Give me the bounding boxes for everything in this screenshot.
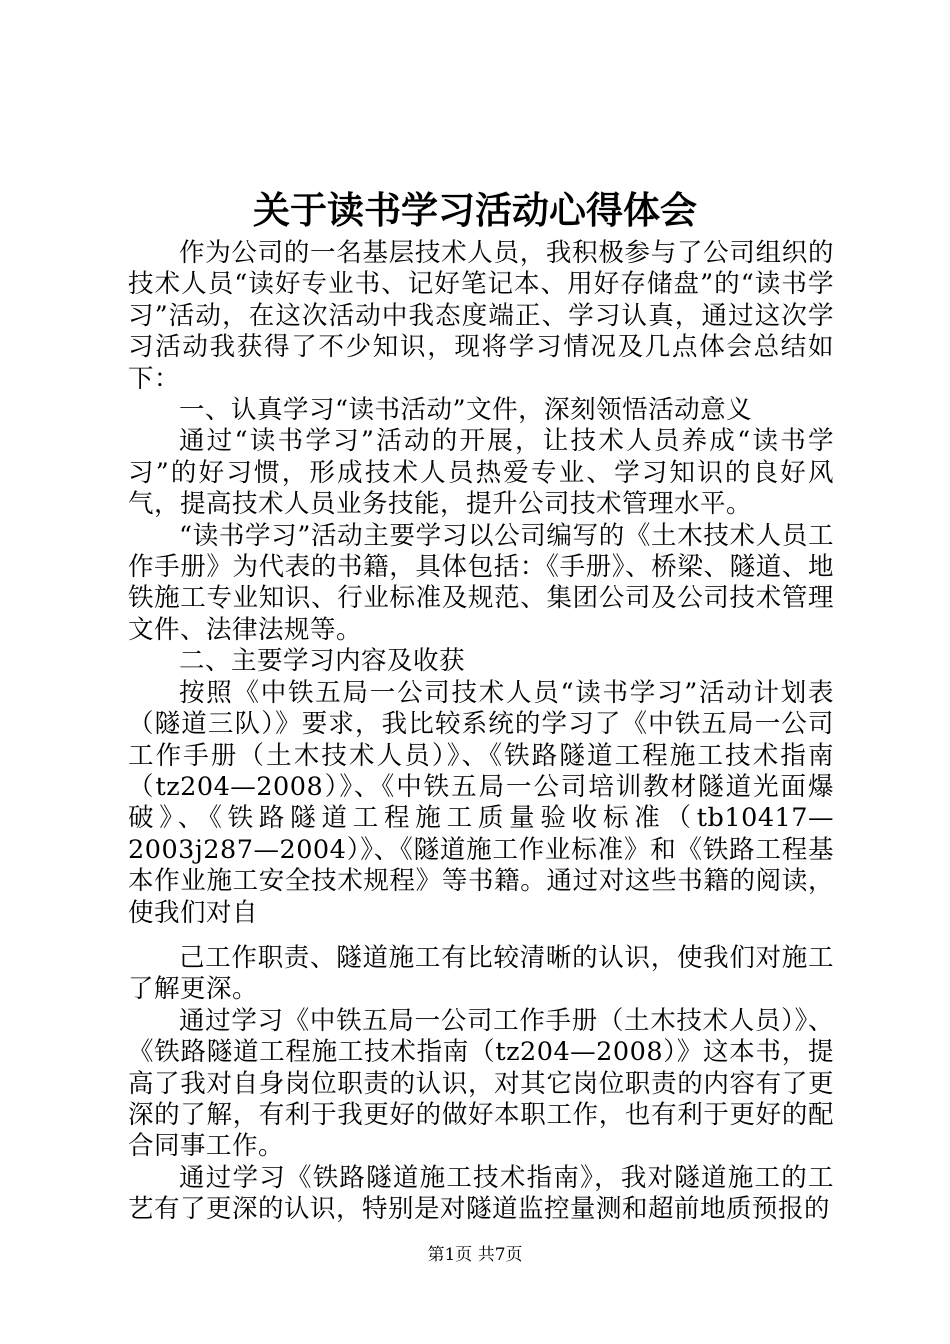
section-heading-2: 二、主要学习内容及收获 bbox=[179, 646, 466, 677]
section-heading-1: 一、认真学习“读书活动”文件，深刻领悟活动意义 bbox=[179, 395, 753, 426]
paragraph-manual-study: 通过学习《中铁五局一公司工作手册（土木技术人员）》、《铁路隧道工程施工技术指南（tz204—2008）》这本书，提高了我对自身岗位职责的认识，对其它岗位职责的内容有了更深的了解，有利于我更好的做好本职工作，也有利于更好的配合同事工作。 bbox=[128, 1005, 834, 1162]
page-number-footer: 第1页 共7页 bbox=[427, 1245, 523, 1265]
document-body bbox=[128, 238, 834, 1226]
paragraph-purpose: 通过“读书学习”活动的开展，让技术人员养成“读书学习”的好习惯，形成技术人员热爱专业、学习知识的良好风气，提高技术人员业务技能，提升公司技术管理水平。 bbox=[128, 426, 834, 520]
paragraph-continuation: 己工作职责、隧道施工有比较清晰的认识，使我们对施工了解更深。 bbox=[128, 942, 834, 1005]
paragraph-tunnel-guide: 通过学习《铁路隧道施工技术指南》，我对隧道施工的工艺有了更深的认识，特别是对隧道监控量测和超前地质预报的 bbox=[128, 1162, 834, 1225]
paragraph-scope: “读书学习”活动主要学习以公司编写的《土木技术人员工作手册》为代表的书籍，具体包括：《手册》、桥梁、隧道、地铁施工专业知识、行业标准及规范、集团公司及公司技术管理文件、法律法规等。 bbox=[128, 520, 834, 645]
paragraph-books: 按照《中铁五局一公司技术人员“读书学习”活动计划表（隧道三队）》要求，我比较系统的学习了《中铁五局一公司工作手册（土木技术人员）》、《铁路隧道工程施工技术指南（tz204—2008）》、《中铁五局一公司培训教材隧道光面爆破》、《铁路隧道工程施工质量验收标准（tb10417—2003j287—2004）》、《隧道施工作业标准》和《铁路工程基本作业施工安全技术规程》等书籍。通过对这些书籍的阅读，使我们对自 bbox=[128, 677, 834, 928]
paragraph-intro: 作为公司的一名基层技术人员，我积极参与了公司组织的技术人员“读好专业书、记好笔记本、用好存储盘”的“读书学习”活动，在这次活动中我态度端正、学习认真，通过这次学习活动我获得了不少知识，现将学习情况及几点体会总结如下： bbox=[128, 238, 834, 394]
document-title: 关于读书学习活动心得体会 bbox=[253, 188, 697, 232]
